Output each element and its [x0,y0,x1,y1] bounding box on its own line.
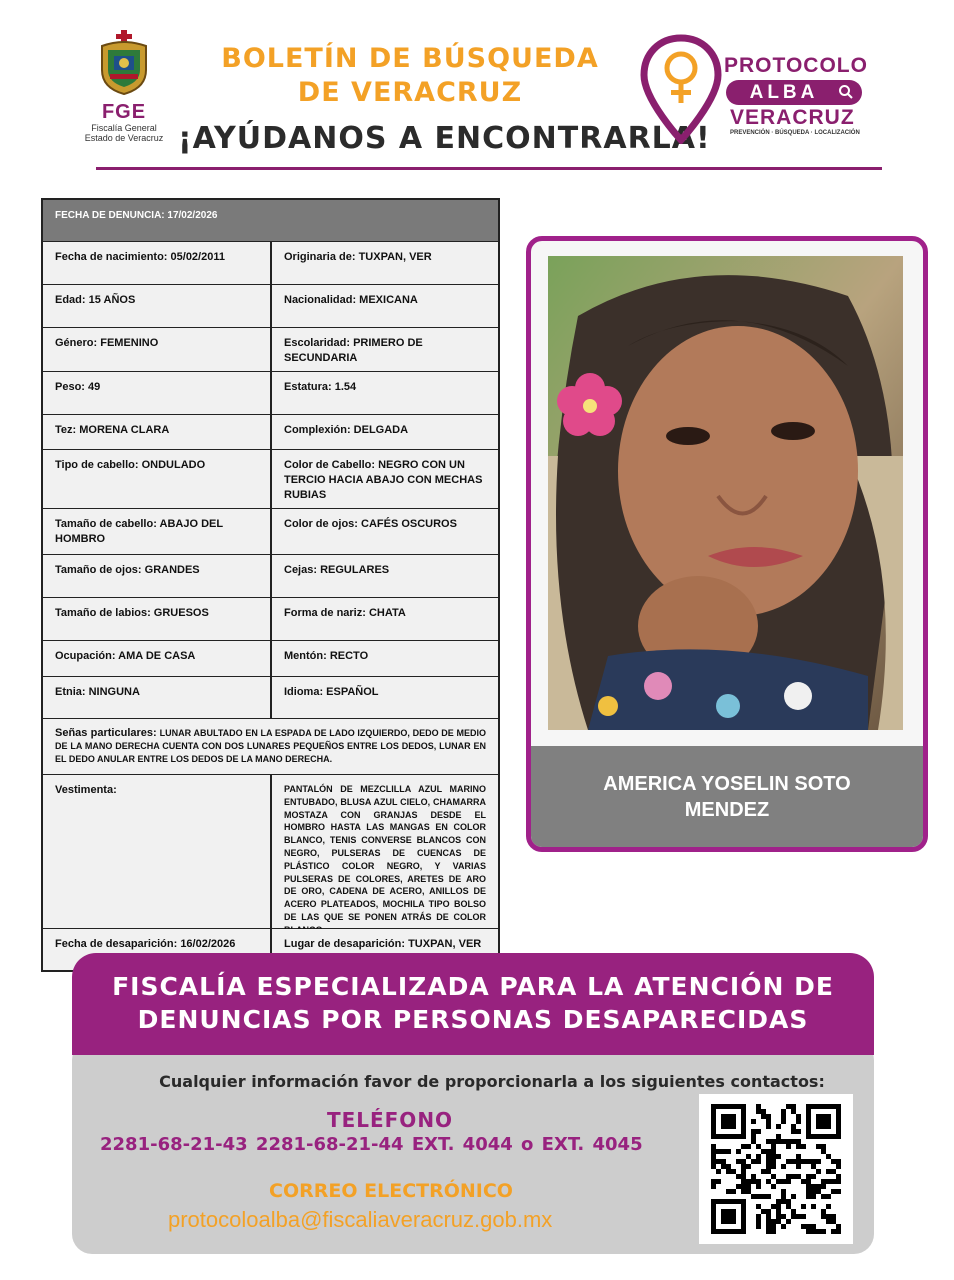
missing-person-info-table [41,198,500,972]
table-row [43,640,498,676]
alba-veracruz-text: VERACRUZ [730,106,855,129]
agency-line1: FISCALÍA ESPECIALIZADA PARA LA ATENCIÓN DE [112,972,834,1001]
alba-badge [726,80,862,105]
alba-protocolo-text: PROTOCOLO [724,54,868,77]
portrait-illustration [548,256,903,730]
fge-subtitle-line1: Fiscalía General [91,123,157,133]
alba-text: ALBA [749,82,819,103]
table-row [43,284,498,327]
table-row [43,554,498,597]
qr-code-box[interactable] [699,1094,853,1244]
originaria: Originaria de: TUXPAN, VER [272,242,498,284]
location-pin-female-icon [640,34,722,144]
email-label: CORREO ELECTRÓNICO [269,1180,513,1202]
forma-nariz: Forma de nariz: CHATA [272,598,498,640]
table-row [43,508,498,554]
table-header-row [43,200,498,241]
fge-subtitle-line2: Estado de Veracruz [84,133,164,143]
idioma: Idioma: ESPAÑOL [272,677,498,718]
table-row [43,327,498,371]
color-ojos: Color de ojos: CAFÉS OSCUROS [272,509,498,554]
table-row [43,676,498,718]
email-link[interactable]: protocoloalba@fiscaliaveracruz.gob.mx [168,1207,553,1232]
senas-particulares [43,719,498,774]
color-cabello: Color de Cabello: NEGRO CON UN TERCIO HACIA ABAJO CON MECHAS RUBIAS [272,450,498,508]
fecha-nacimiento: Fecha de nacimiento: 05/02/2011 [43,242,272,284]
search-icon [838,84,854,100]
tamano-cabello: Tamaño de cabello: ABAJO DEL HOMBRO [43,509,272,554]
name-band [531,746,923,848]
table-row [43,371,498,414]
tipo-cabello: Tipo de cabello: ONDULADO [43,450,272,508]
escolaridad: Escolaridad: PRIMERO DE SECUNDARIA [272,328,498,371]
estatura: Estatura: 1.54 [272,372,498,414]
lugar-desaparicion: Lugar de desaparición: TUXPAN, VER [272,929,498,970]
tez: Tez: MORENA CLARA [43,415,272,449]
vestimenta-label: Vestimenta: [43,775,272,928]
bulletin-title-line2: DE VERACRUZ [297,77,523,108]
photo-card [526,236,928,852]
qr-code-icon [711,1104,841,1234]
menton: Mentón: RECTO [272,641,498,676]
phone-label: TELÉFONO [326,1108,454,1132]
fge-logo [74,30,174,155]
senas-text: LUNAR ABULTADO EN LA ESPADA DE LADO IZQUIERDO, DEDO DE MEDIO DE LA MANO DERECHA CUENTA CON DOS LUNARES PEQUEÑOS ENTRE LOS DEDOS, LUNAR EN EL DEDO ANULAR ENTRE LOS DEDOS DE LA MANO DERECHA. [55,728,486,764]
fecha-denuncia: FECHA DE DENUNCIA: 17/02/2026 [43,200,498,241]
protocolo-alba-logo [640,34,880,144]
edad: Edad: 15 AÑOS [43,285,272,327]
agency-line2: DENUNCIAS POR PERSONAS DESAPARECIDAS [137,1005,809,1034]
agency-name [72,970,874,1036]
tamano-ojos: Tamaño de ojos: GRANDES [43,555,272,597]
etnia: Etnia: NINGUNA [43,677,272,718]
phone-numbers: 2281-68-21-43 2281-68-21-44 EXT. 4044 o EXT. 4045 [100,1134,643,1155]
vestimenta-row [43,774,498,928]
person-name: AMERICA YOSELIN SOTO MENDEZ [603,773,851,821]
contacts-intro: Cualquier información favor de proporcionarla a los siguientes contactos: [159,1072,825,1091]
fge-acronym: FGE [101,101,147,123]
senas-row [43,718,498,774]
table-row [43,449,498,508]
ocupacion: Ocupación: AMA DE CASA [43,641,272,676]
missing-person-photo [548,256,903,730]
senas-label: Señas particulares: [55,727,157,739]
table-row [43,597,498,640]
fecha-desaparicion: Fecha de desaparición: 16/02/2026 [43,929,272,970]
coat-of-arms-icon [96,30,152,96]
complexion: Complexión: DELGADA [272,415,498,449]
bulletin-title-line1: BOLETÍN DE BÚSQUEDA [221,43,599,74]
peso: Peso: 49 [43,372,272,414]
bulletin-title [195,42,625,110]
table-row [43,414,498,449]
vestimenta-text: PANTALÓN DE MEZCLILLA AZUL MARINO ENTUBADO, BLUSA AZUL CIELO, CHAMARRA MOSTAZA CON GRANJAS DESDE EL HOMBRO HASTA LAS MANGAS EN COLOR BLANCO, TENIS CONVERSE BLANCOS CON NEGRO, PULSERAS DE CUENCAS DE PLÁSTICO COLOR NEGRO, Y VARIAS PULSERAS DE COLORES, ARETES DE ARO DE ORO, CADENA DE ACERO, ANILLOS DE ACERO PLATEADOS, MOCHILA TIPO BOLSO DE LAS QUE SE PONEN ATRÁS DE COLOR [272,775,498,928]
tamano-labios: Tamaño de labios: GRUESOS [43,598,272,640]
cejas: Cejas: REGULARES [272,555,498,597]
nacionalidad: Nacionalidad: MEXICANA [272,285,498,327]
header-divider [96,167,882,170]
alba-tagline: PREVENCIÓN · BÚSQUEDA · LOCALIZACIÓN [730,130,860,136]
genero: Género: FEMENINO [43,328,272,371]
table-row [43,241,498,284]
help-title: ¡AYÚDANOS A ENCONTRARLA! [178,121,711,156]
